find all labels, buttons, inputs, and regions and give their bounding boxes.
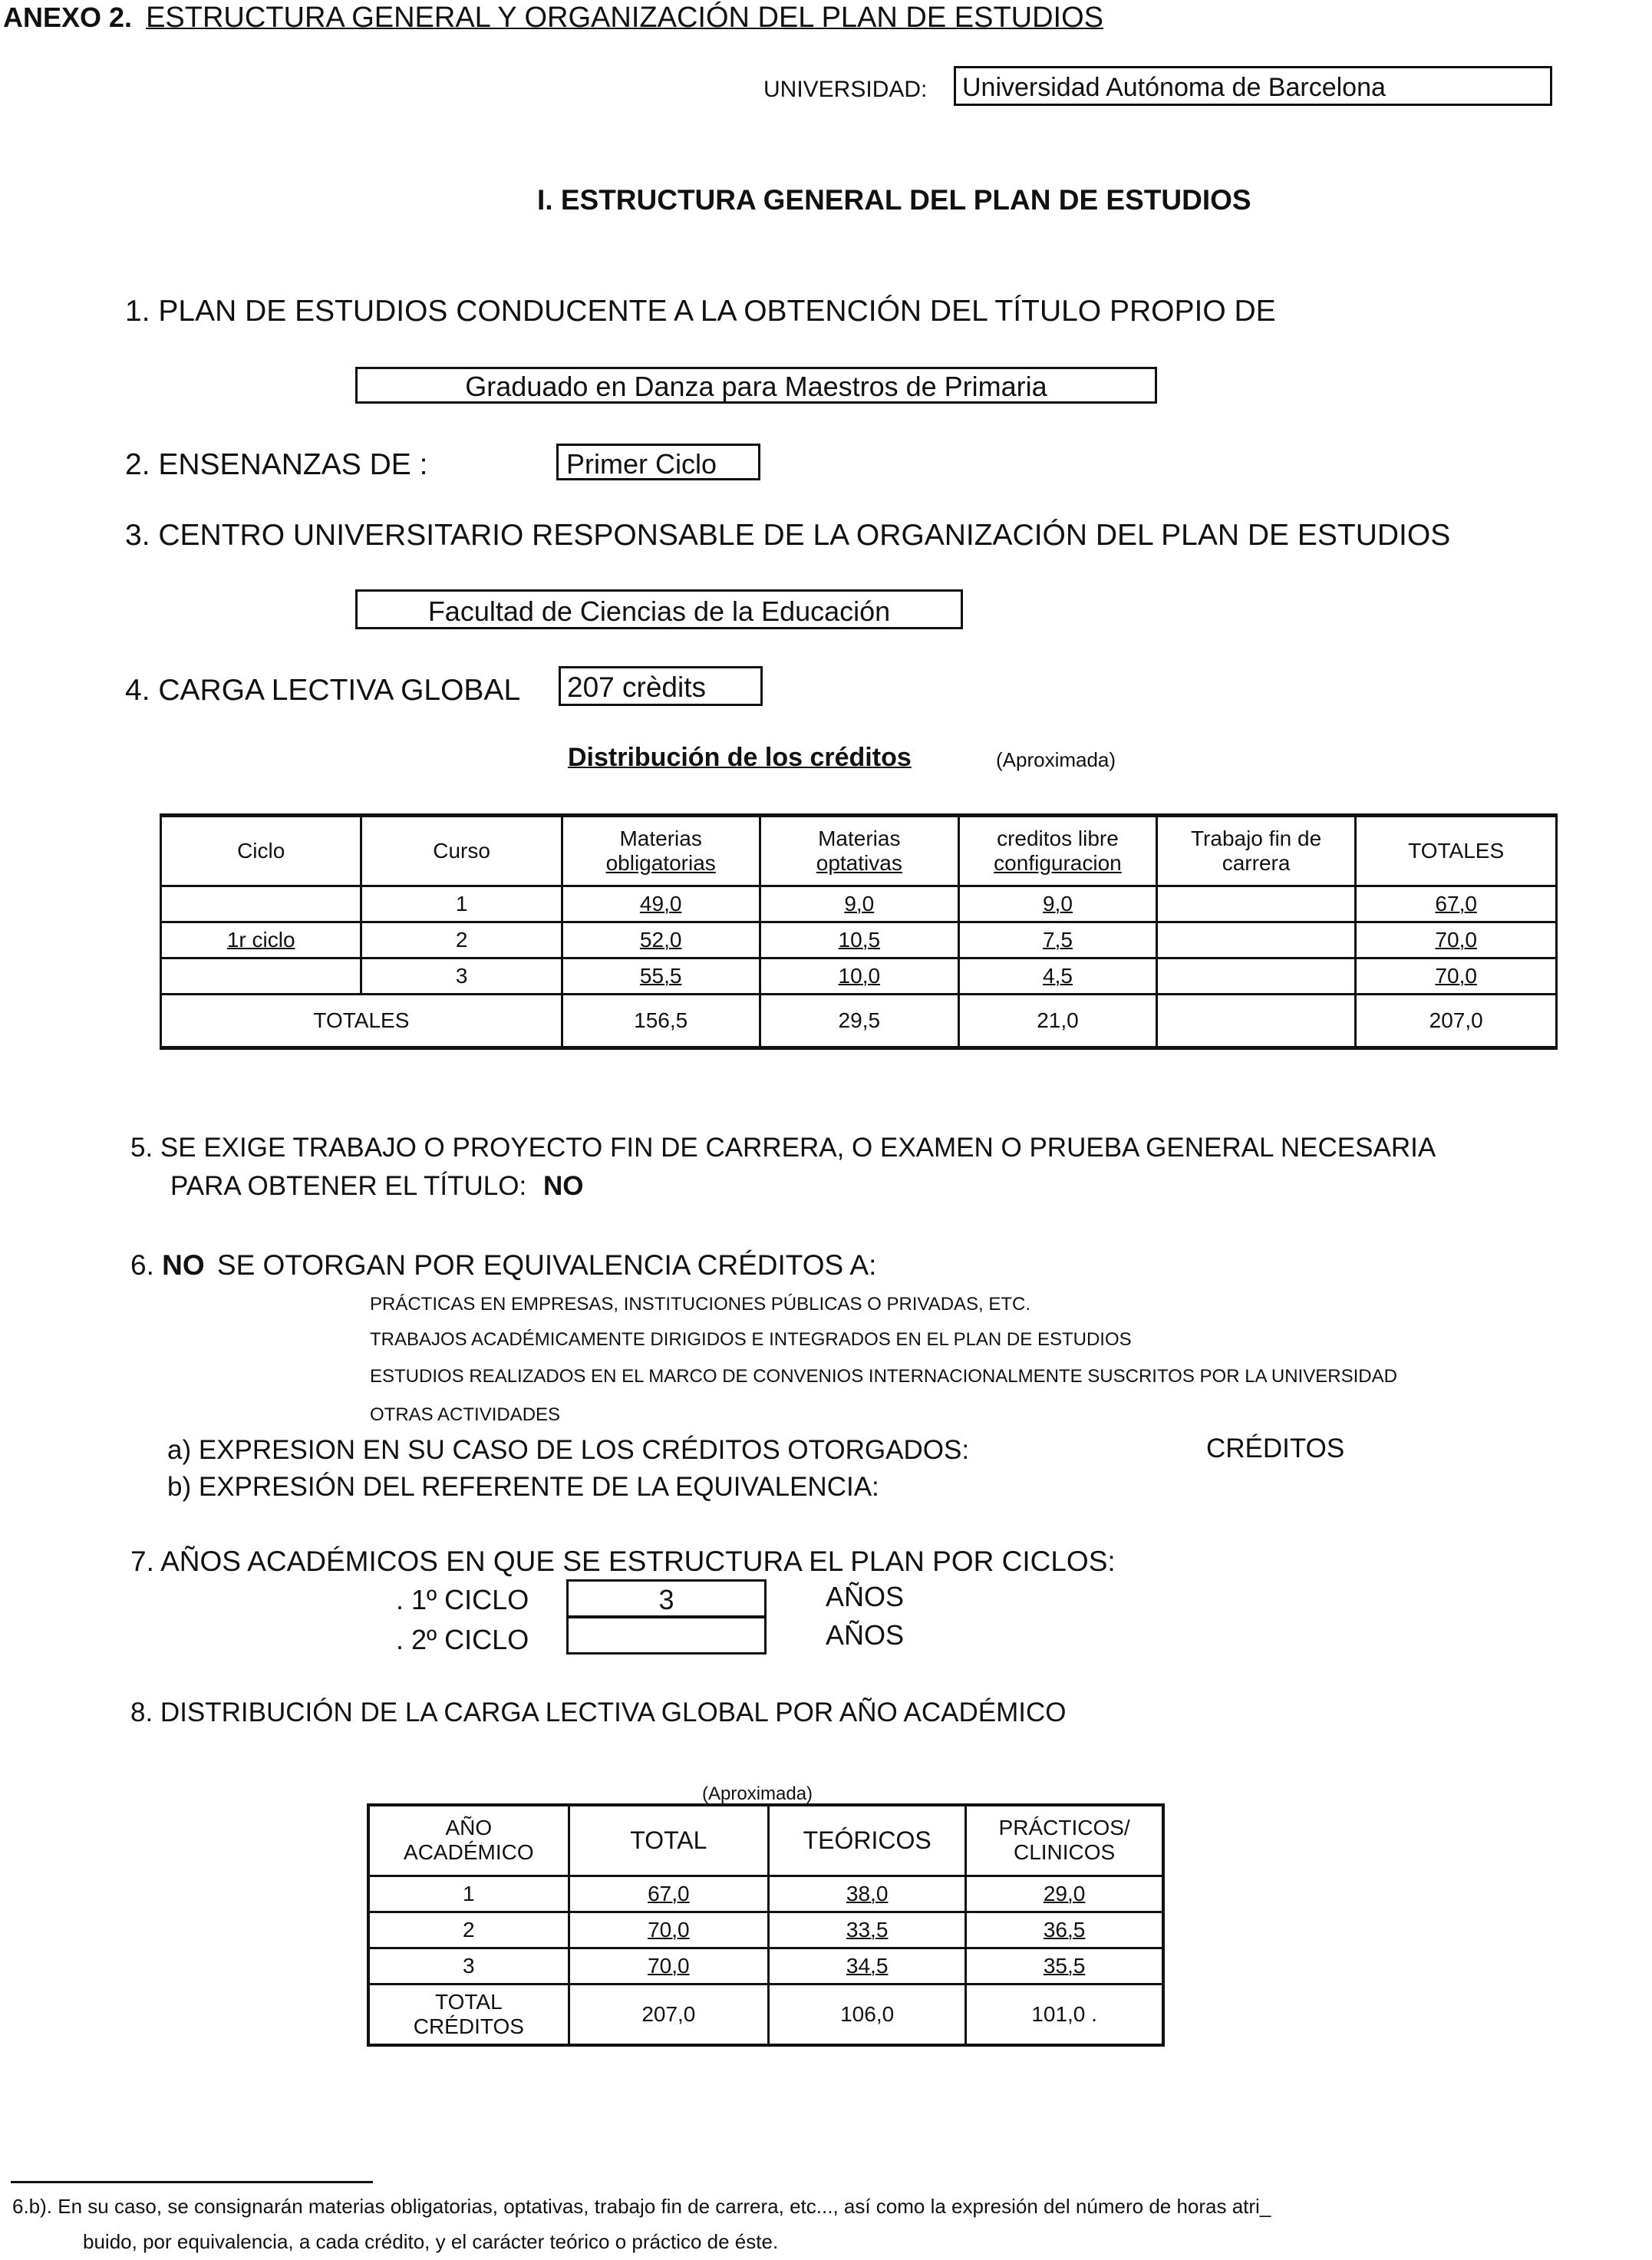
year-totals-label-line2: CRÉDITOS xyxy=(413,2014,524,2038)
header-practicos-line2: CLINICOS xyxy=(1013,1840,1116,1865)
table-row xyxy=(161,922,1557,958)
header-obligatorias-line1: Materias xyxy=(619,826,702,850)
cell-total: 70,0 xyxy=(569,1912,768,1948)
cell-obligatorias: 49,0 xyxy=(562,886,760,922)
table-row xyxy=(368,1912,1163,1948)
table-row xyxy=(368,1948,1163,1984)
item3-label: 3. CENTRO UNIVERSITARIO RESPONSABLE DE LA ORGANIZACIÓN DEL PLAN DE ESTUDIOS xyxy=(125,519,1451,552)
item8-note: (Aproximada) xyxy=(702,1783,813,1804)
item6-heading xyxy=(130,1249,876,1282)
item6-b: b) EXPRESIÓN DEL REFERENTE DE LA EQUIVALENCIA: xyxy=(167,1472,879,1502)
item6-answer: NO xyxy=(162,1249,205,1281)
item6-a: a) EXPRESION EN SU CASO DE LOS CRÉDITOS OTORGADOS: xyxy=(167,1435,970,1465)
table-row xyxy=(161,958,1557,995)
item4-label: 4. CARGA LECTIVA GLOBAL xyxy=(125,674,521,707)
header-ano-line2: ACADÉMICO xyxy=(404,1840,534,1865)
totals-label: TOTALES xyxy=(161,995,562,1048)
year-table xyxy=(367,1803,1165,2047)
universidad-field xyxy=(954,66,1552,106)
cell-year: 1 xyxy=(368,1876,569,1912)
header-trabajo-line1: Trabajo fin de xyxy=(1190,826,1322,850)
footnote-rule xyxy=(11,2181,373,2183)
item2-label: 2. ENSENANZAS DE : xyxy=(125,448,428,481)
item8-label: 8. DISTRIBUCIÓN DE LA CARGA LECTIVA GLOBAL POR AÑO ACADÉMICO xyxy=(130,1697,1067,1727)
carga-field xyxy=(559,666,763,706)
annex-title: ESTRUCTURA GENERAL Y ORGANIZACIÓN DEL PLAN DE ESTUDIOS xyxy=(146,2,1103,34)
cell-totales: 70,0 xyxy=(1356,922,1557,958)
year-header-row xyxy=(368,1805,1163,1876)
option-otras: OTRAS ACTIVIDADES xyxy=(370,1404,561,1425)
cell-optativas: 10,5 xyxy=(760,922,959,958)
item6-a-unit: CRÉDITOS xyxy=(1206,1434,1345,1463)
item5-line2-text: PARA OBTENER EL TÍTULO: xyxy=(170,1171,527,1201)
header-libre-line2: configuracion xyxy=(994,851,1122,875)
ciclo2-field xyxy=(566,1616,767,1655)
header-libre xyxy=(959,816,1157,886)
item5-line1: 5. SE EXIGE TRABAJO O PROYECTO FIN DE CARRERA, O EXAMEN O PRUEBA GENERAL NECESARIA xyxy=(130,1133,1436,1163)
header-ano xyxy=(368,1805,569,1876)
header-practicos-line1: PRÁCTICOS/ xyxy=(998,1816,1130,1840)
cell-teoricos: 33,5 xyxy=(769,1912,966,1948)
cell-curso: 3 xyxy=(361,958,562,995)
header-libre-line1: creditos libre xyxy=(997,826,1119,850)
year-totals-teoricos: 106,0 xyxy=(769,1984,966,2045)
carga-value: 207 crèdits xyxy=(567,671,706,703)
header-curso: Curso xyxy=(361,816,562,886)
cell-optativas: 9,0 xyxy=(760,886,959,922)
item5-line2 xyxy=(170,1171,583,1202)
cell-totales: 70,0 xyxy=(1356,958,1557,995)
totals-row xyxy=(161,995,1557,1048)
cell-total: 70,0 xyxy=(569,1948,768,1984)
totals-totales: 207,0 xyxy=(1356,995,1557,1048)
distribution-title xyxy=(568,743,912,773)
cell-curso: 2 xyxy=(361,922,562,958)
cell-trabajo xyxy=(1156,886,1356,922)
ensenanzas-value: Primer Ciclo xyxy=(566,448,717,480)
totals-obligatorias: 156,5 xyxy=(562,995,760,1048)
table-row xyxy=(368,1876,1163,1912)
centro-field xyxy=(355,589,963,629)
header-trabajo-line2: carrera xyxy=(1222,851,1291,875)
annex-label: ANEXO 2. xyxy=(3,2,133,33)
cell-practicos: 35,5 xyxy=(966,1948,1163,1984)
header-obligatorias-line2: obligatorias xyxy=(605,851,716,875)
item7-label: 7. AÑOS ACADÉMICOS EN QUE SE ESTRUCTURA EL PLAN POR CICLOS: xyxy=(130,1546,1116,1577)
section-title: I. ESTRUCTURA GENERAL DEL PLAN DE ESTUDIOS xyxy=(537,184,1251,216)
cell-optativas: 10,0 xyxy=(760,958,959,995)
distribution-title-text: Distribución de los créditos xyxy=(568,743,912,772)
distribution-note: (Aproximada) xyxy=(996,748,1116,771)
year-totals-practicos: 101,0 . xyxy=(966,1984,1163,2045)
ciclo1-label: . 1º CICLO xyxy=(396,1584,529,1615)
cell-teoricos: 34,5 xyxy=(769,1948,966,1984)
totals-trabajo xyxy=(1156,995,1356,1048)
header-optativas xyxy=(760,816,959,886)
footnote-line1: 6.b). En su caso, se consignarán materias obligatorias, optativas, trabajo fin de carrera, etc..., así como la expresión del número de horas atri_ xyxy=(12,2195,1271,2218)
header-totales: TOTALES xyxy=(1356,816,1557,886)
cell-ciclo xyxy=(161,958,361,995)
title-value: Graduado en Danza para Maestros de Primaria xyxy=(465,371,1047,402)
cell-practicos: 29,0 xyxy=(966,1876,1163,1912)
cell-libre: 4,5 xyxy=(959,958,1157,995)
cell-practicos: 36,5 xyxy=(966,1912,1163,1948)
title-field xyxy=(355,367,1157,404)
header-total: TOTAL xyxy=(569,1805,768,1876)
year-totals-row xyxy=(368,1984,1163,2045)
header-obligatorias xyxy=(562,816,760,886)
universidad-label: UNIVERSIDAD: xyxy=(763,77,928,102)
header-optativas-line2: optativas xyxy=(816,851,902,875)
year-totals-total: 207,0 xyxy=(569,1984,768,2045)
cell-ciclo xyxy=(161,886,361,922)
year-totals-label-line1: TOTAL xyxy=(435,1989,503,2014)
header-practicos xyxy=(966,1805,1163,1876)
distribution-header-row xyxy=(161,816,1557,886)
cell-libre: 7,5 xyxy=(959,922,1157,958)
item5-answer: NO xyxy=(542,1171,584,1201)
ciclo1-unit: AÑOS xyxy=(826,1581,905,1612)
ciclo1-field xyxy=(566,1579,767,1618)
cell-curso: 1 xyxy=(361,886,562,922)
item1-label: 1. PLAN DE ESTUDIOS CONDUCENTE A LA OBTENCIÓN DEL TÍTULO PROPIO DE xyxy=(125,295,1276,328)
table-row xyxy=(161,886,1557,922)
totals-optativas: 29,5 xyxy=(760,995,959,1048)
ciclo2-label: . 2º CICLO xyxy=(396,1624,529,1655)
footnote-line2: buido, por equivalencia, a cada crédito, y el carácter teórico o práctico de éste. xyxy=(83,2230,779,2253)
annex-heading xyxy=(3,2,1103,35)
cell-totales: 67,0 xyxy=(1356,886,1557,922)
totals-libre: 21,0 xyxy=(959,995,1157,1048)
cell-total: 67,0 xyxy=(569,1876,768,1912)
header-trabajo xyxy=(1156,816,1356,886)
header-ciclo: Ciclo xyxy=(161,816,361,886)
option-trabajos: TRABAJOS ACADÉMICAMENTE DIRIGIDOS E INTEGRADOS EN EL PLAN DE ESTUDIOS xyxy=(370,1329,1132,1350)
cell-trabajo xyxy=(1156,922,1356,958)
cell-obligatorias: 55,5 xyxy=(562,958,760,995)
cell-teoricos: 38,0 xyxy=(769,1876,966,1912)
option-practicas: PRÁCTICAS EN EMPRESAS, INSTITUCIONES PÚBLICAS O PRIVADAS, ETC. xyxy=(370,1294,1031,1315)
cell-obligatorias: 52,0 xyxy=(562,922,760,958)
cell-libre: 9,0 xyxy=(959,886,1157,922)
cell-year: 2 xyxy=(368,1912,569,1948)
year-totals-label xyxy=(368,1984,569,2045)
item6-label: SE OTORGAN POR EQUIVALENCIA CRÉDITOS A: xyxy=(216,1249,877,1281)
item6-number: 6. xyxy=(130,1249,154,1281)
centro-value: Facultad de Ciencias de la Educación xyxy=(427,596,891,627)
ciclo1-value: 3 xyxy=(658,1584,674,1615)
header-teoricos: TEÓRICOS xyxy=(769,1805,966,1876)
header-optativas-line1: Materias xyxy=(818,826,901,850)
cell-ciclo: 1r ciclo xyxy=(161,922,361,958)
ciclo2-unit: AÑOS xyxy=(826,1619,905,1651)
option-estudios: ESTUDIOS REALIZADOS EN EL MARCO DE CONVENIOS INTERNACIONALMENTE SUSCRITOS POR LA UNIVERSIDAD xyxy=(370,1366,1397,1387)
distribution-table xyxy=(160,813,1558,1050)
cell-year: 3 xyxy=(368,1948,569,1984)
header-ano-line1: AÑO xyxy=(445,1816,493,1840)
universidad-value: Universidad Autónoma de Barcelona xyxy=(962,73,1386,102)
cell-trabajo xyxy=(1156,958,1356,995)
ensenanzas-field xyxy=(556,444,760,480)
